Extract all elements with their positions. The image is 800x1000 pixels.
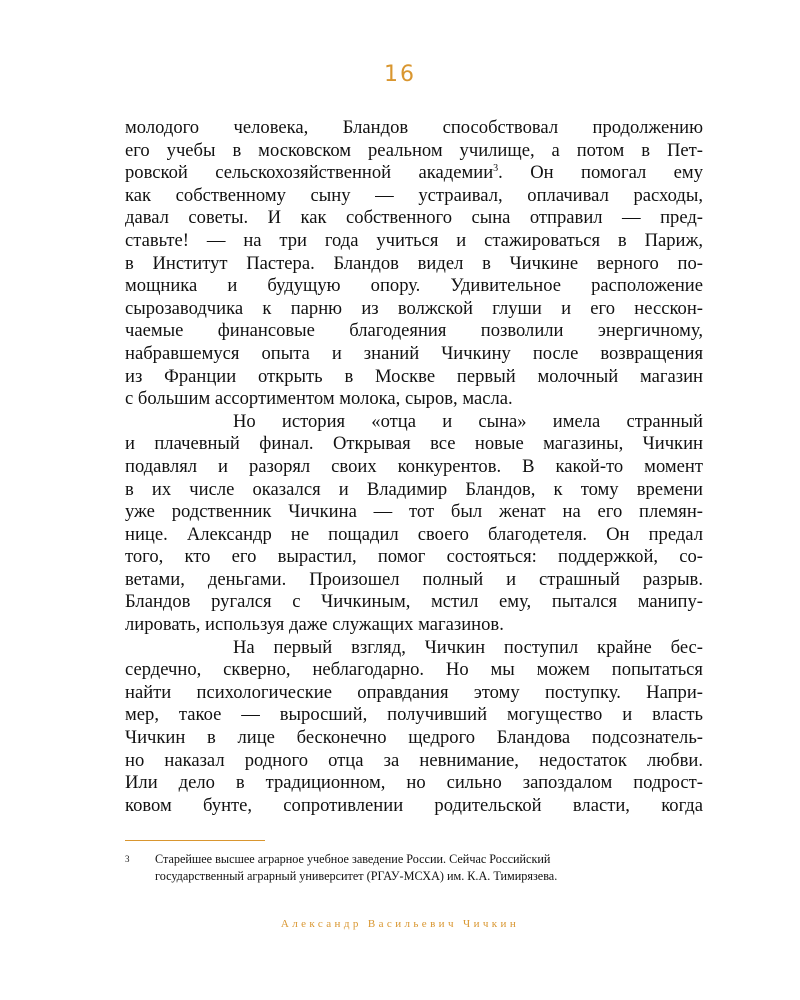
text-line-part: . Он помогал ему <box>498 162 703 184</box>
text-line: чаемые финансовые благодеяния позволили энергичному, <box>125 320 703 342</box>
text-line-part: ровской сельскохозяйственной академии <box>125 162 494 184</box>
paragraph-2 <box>125 411 703 637</box>
text-line: Бландов ругался с Чичкиным, мстил ему, пытался манипу- <box>125 591 703 613</box>
text-line: его учебы в московском реальном училище, а потом в Пет- <box>125 139 703 161</box>
footnote-line: государственный аграрный университет (РГАУ-МСХА) им. К.А. Тимирязева. <box>155 869 558 883</box>
text-line: На первый взгляд, Чичкин поступил крайне бес- <box>233 636 703 658</box>
text-line: сырозаводчика к парню из волжской глуши и его несскон- <box>125 297 703 319</box>
text-line: ковом бунте, сопротивлении родительской власти, когда <box>125 794 703 816</box>
paragraph-1 <box>125 117 703 411</box>
text-line: Но история «отца и сына» имела странный <box>233 410 703 432</box>
paragraph-3 <box>125 637 703 818</box>
text-line: с большим ассортиментом молока, сыров, масла. <box>125 388 513 410</box>
text-line: нице. Александр не пощадил своего благодетеля. Он предал <box>125 523 703 545</box>
text-line: сердечно, скверно, неблагодарно. Но мы можем попытаться <box>125 659 703 681</box>
text-line: того, кто его вырастил, помог состояться: поддержкой, со- <box>125 546 703 568</box>
footnote-line: Старейшее высшее аграрное учебное заведение России. Сейчас Российский <box>155 852 551 866</box>
footnote-marker: 3 <box>125 854 130 864</box>
footnote <box>125 851 703 885</box>
text-line: лировать, используя даже служащих магазинов. <box>125 614 504 636</box>
text-line: найти психологические оправдания этому поступку. Напри- <box>125 681 703 703</box>
text-line: но наказал родного отца за невнимание, недостаток любви. <box>125 749 703 771</box>
text-line: из Франции открыть в Москве первый молочный магазин <box>125 365 703 387</box>
text-line: в их числе оказался и Владимир Бландов, к тому времени <box>125 478 703 500</box>
text-line: уже родственник Чичкина — тот был женат на его племян- <box>125 501 703 523</box>
footnote-text <box>155 851 703 885</box>
text-line: как собственному сыну — устраивал, оплачивал расходы, <box>125 184 703 206</box>
text-line <box>125 162 703 185</box>
running-footer-author: Александр Васильевич Чичкин <box>280 918 520 930</box>
text-line: давал советы. И как собственного сына отправил — пред- <box>125 207 703 229</box>
text-line: мер, такое — выросший, получивший могущество и власть <box>125 704 703 726</box>
text-line: в Институт Пастера. Бландов видел в Чичкине верного по- <box>125 252 703 274</box>
footnote-reference: 3 <box>493 163 499 175</box>
text-line: молодого человека, Бландов способствовал продолжению <box>125 117 703 138</box>
text-line: Или дело в традиционном, но сильно запоздалом подрост- <box>125 772 703 794</box>
main-text <box>125 117 703 817</box>
text-line: и плачевный финал. Открывая все новые магазины, Чичкин <box>125 433 703 455</box>
text-line: ставьте! — на три года учиться и стажироваться в Париж, <box>125 229 703 251</box>
text-line: ветами, деньгами. Произошел полный и страшный разрыв. <box>125 568 703 590</box>
footnote-divider <box>125 840 265 841</box>
text-line: набравшемуся опыта и знаний Чичкину после возвращения <box>125 342 703 364</box>
text-line: подавлял и разорял своих конкурентов. В какой-то момент <box>125 455 703 477</box>
text-line: мощника и будущую опору. Удивительное расположение <box>125 275 703 297</box>
text-line: Чичкин в лице бесконечно щедрого Бландова подсознатель- <box>125 727 703 749</box>
page-number: 16 <box>384 62 416 87</box>
